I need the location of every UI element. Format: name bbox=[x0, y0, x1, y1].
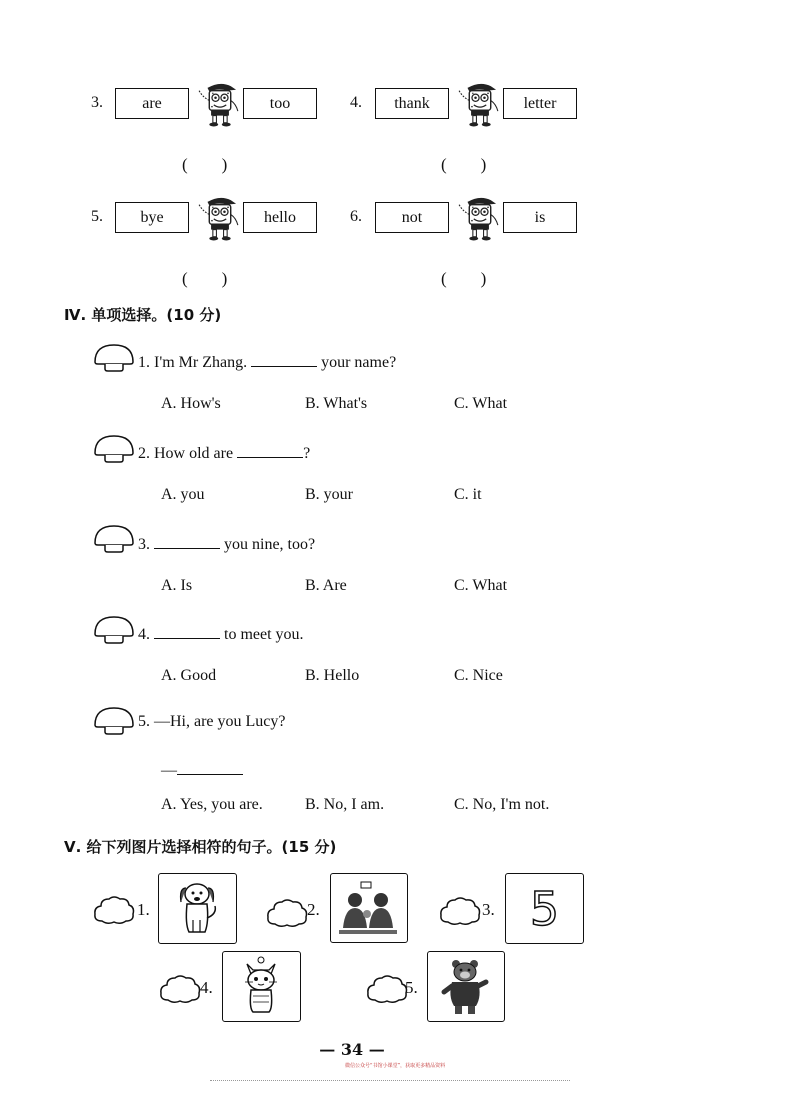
word-box-right: hello bbox=[243, 202, 317, 233]
answer-blank[interactable] bbox=[237, 441, 303, 458]
question-2 bbox=[138, 441, 310, 463]
section-title-4: Ⅳ. 单项选择。(10 分) bbox=[64, 306, 222, 324]
question-post: you nine, too? bbox=[220, 536, 316, 553]
picture-box-3 bbox=[505, 873, 584, 944]
answer-blank[interactable] bbox=[154, 532, 220, 549]
option-b[interactable]: B. Hello bbox=[305, 667, 360, 684]
option-a[interactable]: A. How's bbox=[161, 395, 221, 412]
option-a[interactable]: A. you bbox=[161, 486, 205, 503]
mushroom-icon[interactable] bbox=[92, 615, 136, 645]
item-number: 5. bbox=[405, 978, 418, 997]
cloud-icon[interactable] bbox=[438, 895, 482, 927]
section-title-5: Ⅴ. 给下列图片选择相符的句子。(15 分) bbox=[64, 838, 337, 856]
option-c[interactable]: C. What bbox=[454, 577, 508, 594]
question-post: to meet you. bbox=[220, 626, 304, 643]
number-five-icon: 5 bbox=[529, 881, 560, 936]
question-5 bbox=[138, 713, 286, 731]
question-pre: —Hi, are you Lucy? bbox=[154, 713, 286, 730]
picture-box-2 bbox=[330, 873, 408, 943]
picture-box-4 bbox=[222, 951, 301, 1022]
word-box-right: letter bbox=[503, 88, 577, 119]
question-1 bbox=[138, 350, 396, 372]
answer-parentheses[interactable]: ( ) bbox=[441, 155, 487, 174]
question-pre: I'm Mr Zhang. bbox=[154, 354, 252, 371]
people-icon bbox=[331, 874, 406, 941]
answer-dash: — bbox=[161, 762, 177, 779]
word-box-right: too bbox=[243, 88, 317, 119]
cloud-icon[interactable] bbox=[365, 973, 409, 1005]
option-b[interactable]: B. your bbox=[305, 486, 353, 503]
option-c[interactable]: C. No, I'm not. bbox=[454, 796, 550, 813]
option-c[interactable]: C. it bbox=[454, 486, 482, 503]
item-number: 2. bbox=[307, 900, 320, 919]
item-number: 4. bbox=[200, 978, 213, 997]
page-number: — 34 — bbox=[319, 1040, 385, 1059]
question-number: 4. bbox=[138, 626, 150, 643]
answer-parentheses[interactable]: ( ) bbox=[441, 269, 487, 288]
mascot-icon bbox=[455, 190, 505, 246]
word-box-left: bye bbox=[115, 202, 189, 233]
word-box-right: is bbox=[503, 202, 577, 233]
bear-icon bbox=[428, 952, 503, 1020]
question-3 bbox=[138, 532, 315, 554]
question-number: 3. bbox=[138, 536, 150, 553]
option-c[interactable]: C. Nice bbox=[454, 667, 503, 684]
mushroom-icon[interactable] bbox=[92, 706, 136, 736]
answer-blank[interactable] bbox=[154, 622, 220, 639]
word-box-left: not bbox=[375, 202, 449, 233]
mascot-icon bbox=[455, 76, 505, 132]
picture-box-5 bbox=[427, 951, 505, 1022]
question-post: ? bbox=[303, 445, 311, 462]
item-number: 3. bbox=[91, 94, 103, 111]
option-c[interactable]: C. What bbox=[454, 395, 508, 412]
mascot-icon bbox=[195, 76, 245, 132]
answer-line bbox=[161, 758, 243, 780]
mushroom-icon[interactable] bbox=[92, 343, 136, 373]
cat-icon bbox=[223, 952, 299, 1020]
question-number: 5. bbox=[138, 713, 150, 730]
dog-icon bbox=[159, 874, 235, 942]
item-number: 1. bbox=[137, 900, 150, 919]
option-b[interactable]: B. Are bbox=[305, 577, 347, 594]
bottom-divider bbox=[210, 1080, 570, 1083]
item-number: 6. bbox=[350, 208, 362, 225]
question-4 bbox=[138, 622, 304, 644]
answer-parentheses[interactable]: ( ) bbox=[182, 269, 228, 288]
item-number: 3. bbox=[482, 900, 495, 919]
question-number: 1. bbox=[138, 354, 150, 371]
cloud-icon[interactable] bbox=[92, 894, 136, 926]
option-a[interactable]: A. Good bbox=[161, 667, 217, 684]
item-number: 4. bbox=[350, 94, 362, 111]
mascot-icon bbox=[195, 190, 245, 246]
option-a[interactable]: A. Is bbox=[161, 577, 193, 594]
picture-box-1 bbox=[158, 873, 237, 944]
footer-note: 微信公众号“书馆小课堂”，获取更多精品资料 bbox=[345, 1063, 446, 1069]
option-b[interactable]: B. No, I am. bbox=[305, 796, 385, 813]
question-number: 2. bbox=[138, 445, 150, 462]
word-box-left: thank bbox=[375, 88, 449, 119]
option-a[interactable]: A. Yes, you are. bbox=[161, 796, 263, 813]
option-b[interactable]: B. What's bbox=[305, 395, 368, 412]
item-number: 5. bbox=[91, 208, 103, 225]
answer-blank[interactable] bbox=[177, 758, 243, 775]
cloud-icon[interactable] bbox=[265, 897, 309, 929]
question-post: your name? bbox=[317, 354, 397, 371]
mushroom-icon[interactable] bbox=[92, 524, 136, 554]
question-pre: How old are bbox=[154, 445, 238, 462]
answer-parentheses[interactable]: ( ) bbox=[182, 155, 228, 174]
answer-blank[interactable] bbox=[251, 350, 317, 367]
cloud-icon[interactable] bbox=[158, 973, 202, 1005]
word-box-left: are bbox=[115, 88, 189, 119]
mushroom-icon[interactable] bbox=[92, 434, 136, 464]
